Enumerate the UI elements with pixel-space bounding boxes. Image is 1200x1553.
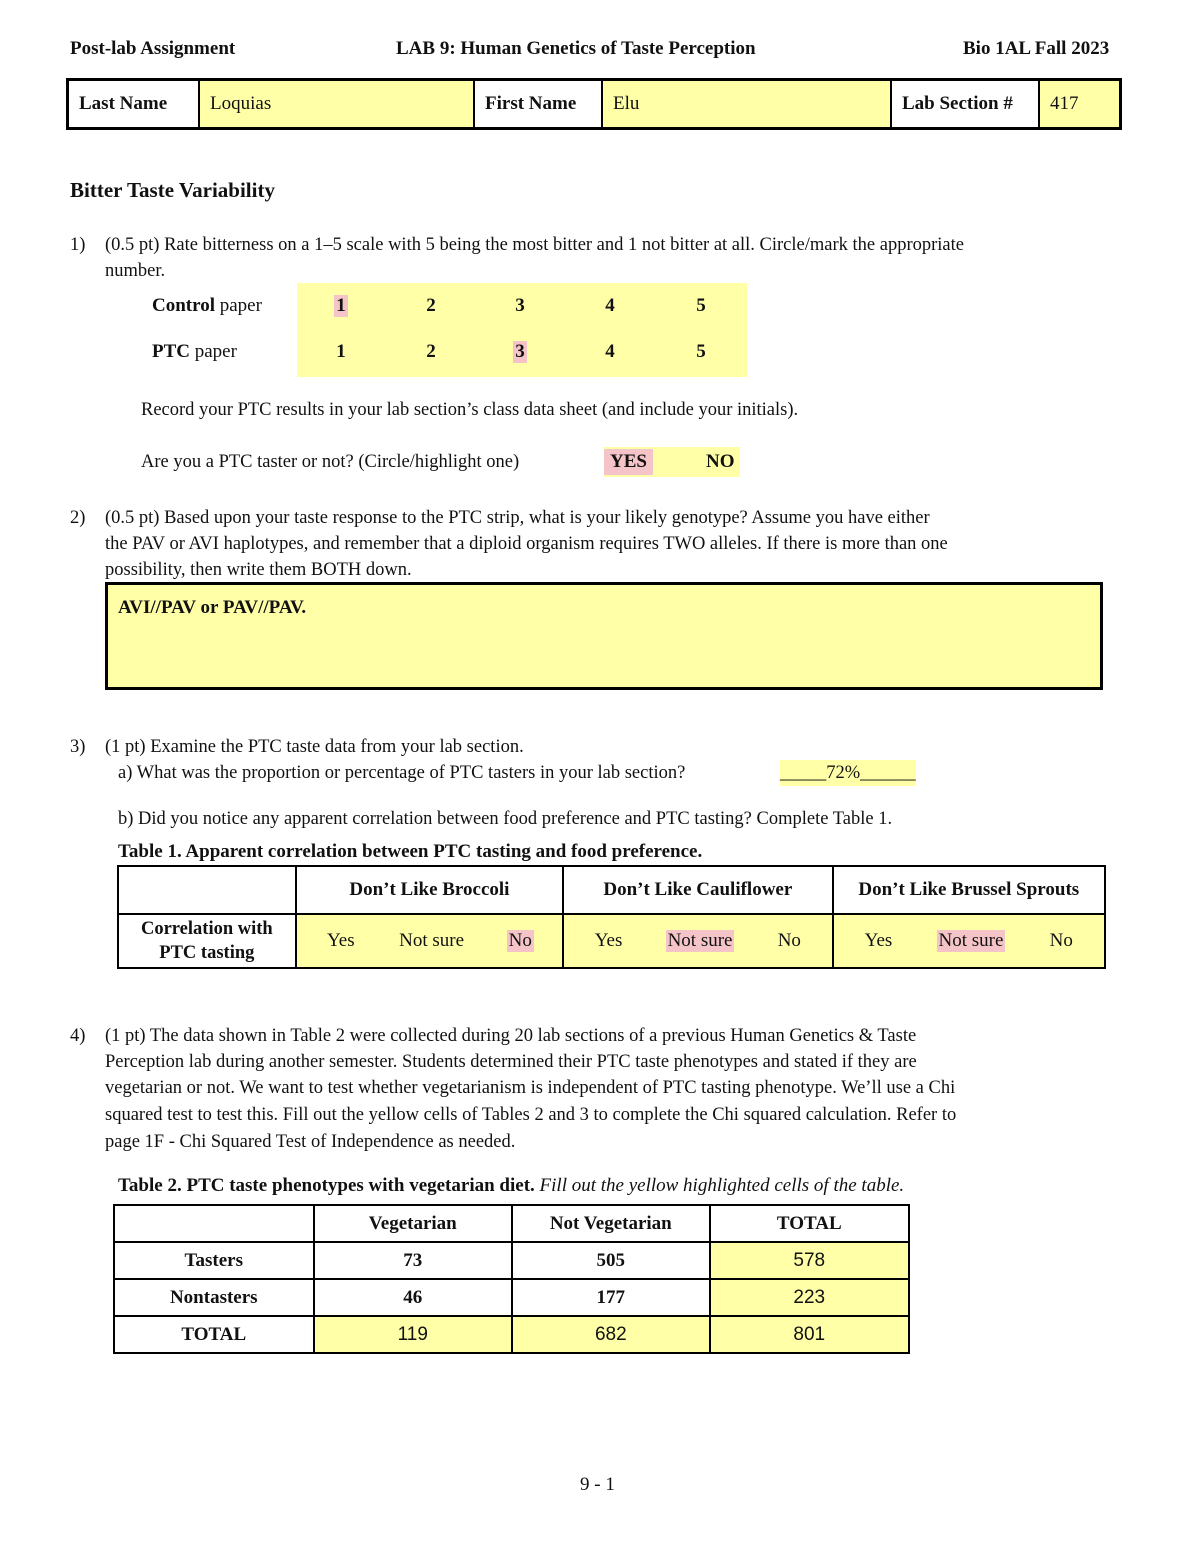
q4-number: 4): [70, 1026, 86, 1046]
table2-corner: [114, 1205, 314, 1242]
table1-corner: [118, 866, 296, 914]
last-name-label: Last Name: [69, 81, 200, 127]
q4-text-line2: Perception lab during another semester. Students determined their PTC taste phenotypes and stated if they are: [105, 1052, 917, 1072]
table-row: [114, 1242, 909, 1279]
taster-no-option[interactable]: NO: [706, 451, 735, 472]
lab-section-field[interactable]: 417: [1040, 81, 1119, 127]
brussel-sprouts-no-option[interactable]: No: [1049, 930, 1073, 951]
table1-cauliflower-options: [563, 914, 832, 968]
taster-yes-option[interactable]: YES: [604, 449, 653, 475]
q3b-question: b) Did you notice any apparent correlation between food preference and PTC tasting? Complete Table 1.: [118, 809, 893, 829]
table2-nontasters-veg: 46: [314, 1279, 513, 1316]
q2-text-line3: possibility, then write them BOTH down.: [105, 560, 412, 580]
section-title: Bitter Taste Variability: [70, 178, 275, 202]
table2-tasters-veg: 73: [314, 1242, 513, 1279]
table1-brussel-sprouts-options: [833, 914, 1105, 968]
ptc-rating-2[interactable]: 2: [426, 341, 436, 362]
table2-caption: Table 2. PTC taste phenotypes with vegetarian diet. Fill out the yellow highlighted cells of the table.: [118, 1175, 905, 1196]
q4-text-line5: page 1F - Chi Squared Test of Independence as needed.: [105, 1132, 516, 1152]
table2-nontasters-total[interactable]: 223: [710, 1279, 909, 1316]
q4-text-line4: squared test to test this. Fill out the yellow cells of Tables 2 and 3 to complete the Chi squared calculation. Refer to: [105, 1105, 957, 1125]
q4-text-line1: (1 pt) The data shown in Table 2 were collected during 20 lab sections of a previous Human Genetics & Taste: [105, 1026, 917, 1046]
control-paper-label: Control paper: [152, 295, 262, 316]
table1-food-preference: [117, 865, 1106, 969]
table1-header-brussel-sprouts: Don’t Like Brussel Sprouts: [833, 866, 1105, 914]
header-title: LAB 9: Human Genetics of Taste Perception: [396, 38, 756, 59]
q3-text-line1: (1 pt) Examine the PTC taste data from your lab section.: [105, 737, 524, 757]
brussel-sprouts-not-sure-option[interactable]: Not sure: [938, 930, 1004, 951]
table-row: [114, 1279, 909, 1316]
table2-vegetarian: [113, 1204, 910, 1354]
q4-text-line3: vegetarian or not. We want to test whether vegetarianism is independent of PTC tasting phenotype. We’ll use a Chi: [105, 1078, 956, 1098]
q3a-question: a) What was the proportion or percentage of PTC tasters in your lab section?: [118, 763, 686, 783]
table2-tasters-not-veg: 505: [512, 1242, 710, 1279]
table2-grand-total[interactable]: 801: [710, 1316, 909, 1353]
ptc-rating-1[interactable]: 1: [336, 341, 346, 362]
ptc-rating-4[interactable]: 4: [605, 341, 615, 362]
cauliflower-not-sure-option[interactable]: Not sure: [667, 930, 733, 951]
table2-row-label-total: TOTAL: [114, 1316, 314, 1353]
table2-header-not-vegetarian: Not Vegetarian: [512, 1205, 710, 1242]
control-rating-1[interactable]: 1: [334, 295, 348, 317]
q2-text-line1: (0.5 pt) Based upon your taste response to the PTC strip, what is your likely genotype? Assume you have either: [105, 508, 930, 528]
ptc-paper-label: PTC paper: [152, 341, 237, 362]
q2-number: 2): [70, 508, 86, 528]
table1-row-label: Correlation with PTC tasting: [118, 914, 296, 968]
record-instructions: Record your PTC results in your lab section’s class data sheet (and include your initials).: [141, 400, 799, 420]
q1-text-line2: number.: [105, 261, 166, 281]
genotype-answer-box[interactable]: AVI//PAV or PAV//PAV.: [105, 582, 1103, 690]
ptc-rating-5[interactable]: 5: [696, 341, 706, 362]
header-right: Bio 1AL Fall 2023: [963, 38, 1110, 59]
q1-text-line1: (0.5 pt) Rate bitterness on a 1–5 scale with 5 being the most bitter and 1 not bitter at all. Circle/mark the appropriate: [105, 235, 964, 255]
student-info-table: [66, 78, 1122, 130]
taster-question: Are you a PTC taster or not? (Circle/highlight one): [141, 452, 520, 472]
broccoli-yes-option[interactable]: Yes: [326, 930, 355, 951]
table1-caption: Table 1. Apparent correlation between PTC tasting and food preference.: [118, 841, 703, 862]
table2-nontasters-not-veg: 177: [512, 1279, 710, 1316]
table2-total-veg[interactable]: 119: [314, 1316, 513, 1353]
control-rating-3[interactable]: 3: [515, 295, 525, 316]
table2-total-not-veg[interactable]: 682: [512, 1316, 710, 1353]
table2-row-label-tasters: Tasters: [114, 1242, 314, 1279]
table1-broccoli-options: [296, 914, 563, 968]
table1-header-broccoli: Don’t Like Broccoli: [296, 866, 563, 914]
ptc-rating-3[interactable]: 3: [513, 341, 527, 363]
broccoli-not-sure-option[interactable]: Not sure: [399, 930, 465, 951]
broccoli-no-option[interactable]: No: [508, 930, 532, 951]
page-number: 9 - 1: [580, 1474, 615, 1495]
q3a-answer-field[interactable]: _____72%______: [780, 760, 916, 786]
q2-text-line2: the PAV or AVI haplotypes, and remember that a diploid organism requires TWO alleles. If there is more than one: [105, 534, 948, 554]
q1-number: 1): [70, 235, 86, 255]
control-rating-5[interactable]: 5: [696, 295, 706, 316]
brussel-sprouts-yes-option[interactable]: Yes: [864, 930, 893, 951]
table2-header-total: TOTAL: [710, 1205, 909, 1242]
header-left: Post-lab Assignment: [70, 38, 236, 59]
table2-tasters-total[interactable]: 578: [710, 1242, 909, 1279]
control-rating-2[interactable]: 2: [426, 295, 436, 316]
control-rating-4[interactable]: 4: [605, 295, 615, 316]
table2-row-label-nontasters: Nontasters: [114, 1279, 314, 1316]
last-name-field[interactable]: Loquias: [200, 81, 475, 127]
table-row: [114, 1316, 909, 1353]
table1-header-cauliflower: Don’t Like Cauliflower: [563, 866, 832, 914]
first-name-label: First Name: [475, 81, 603, 127]
lab-section-label: Lab Section #: [892, 81, 1040, 127]
first-name-field[interactable]: Elu: [603, 81, 892, 127]
q3-number: 3): [70, 737, 86, 757]
cauliflower-yes-option[interactable]: Yes: [594, 930, 623, 951]
table2-header-vegetarian: Vegetarian: [314, 1205, 513, 1242]
cauliflower-no-option[interactable]: No: [777, 930, 801, 951]
